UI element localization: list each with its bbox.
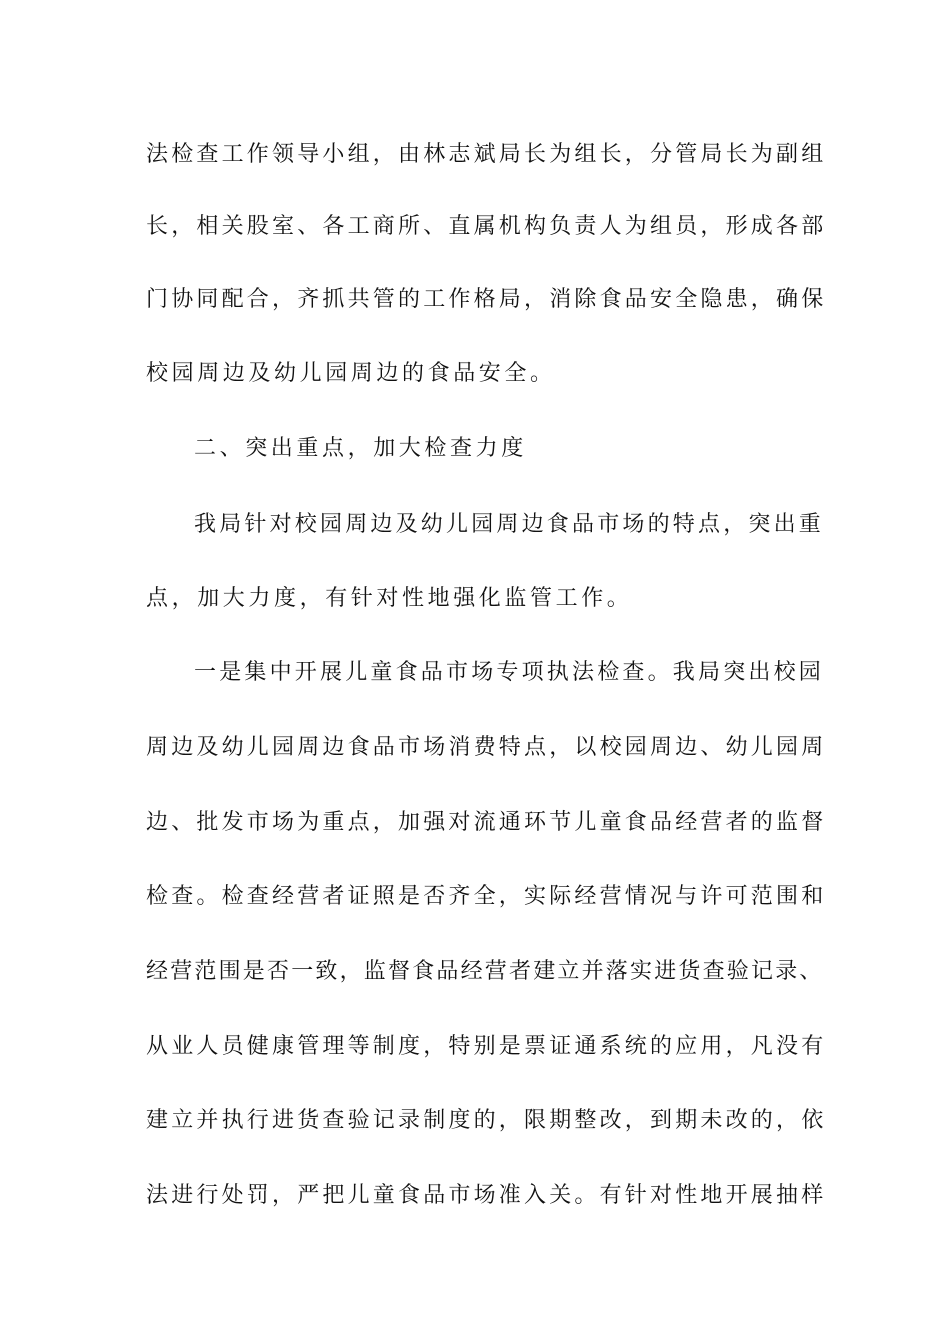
text-line: 一是集中开展儿童食品市场专项执法检查。我局突出校园: [194, 660, 825, 685]
text-line: 周边及幼儿园周边食品市场消费特点，以校园周边、幼儿园周: [146, 735, 827, 760]
text-line: 从业人员健康管理等制度，特别是票证通系统的应用，凡没有: [146, 1034, 827, 1059]
text-line: 检查。检查经营者证照是否齐全，实际经营情况与许可范围和: [146, 884, 827, 909]
text-line: 我局针对校园周边及幼儿园周边食品市场的特点，突出重: [194, 512, 825, 537]
text-line: 门协同配合，齐抓共管的工作格局，消除食品安全隐患，确保: [146, 287, 827, 312]
text-line: 点，加大力度，有针对性地强化监管工作。: [146, 586, 633, 611]
text-line: 法检查工作领导小组，由林志斌局长为组长，分管局长为副组: [146, 142, 827, 167]
text-line: 长，相关股室、各工商所、直属机构负责人为组员，形成各部: [146, 214, 827, 239]
text-line: 法进行处罚，严把儿童食品市场准入关。有针对性地开展抽样: [146, 1183, 827, 1208]
text-line: 边、批发市场为重点，加强对流通环节儿童食品经营者的监督: [146, 810, 827, 835]
text-line: 校园周边及幼儿园周边的食品安全。: [146, 361, 556, 386]
text-line: 建立并执行进货查验记录制度的，限期整改，到期未改的，依: [146, 1108, 827, 1133]
text-line: 经营范围是否一致，监督食品经营者建立并落实进货查验记录、: [146, 959, 824, 984]
section-heading: 二、突出重点，加大检查力度: [194, 436, 527, 461]
